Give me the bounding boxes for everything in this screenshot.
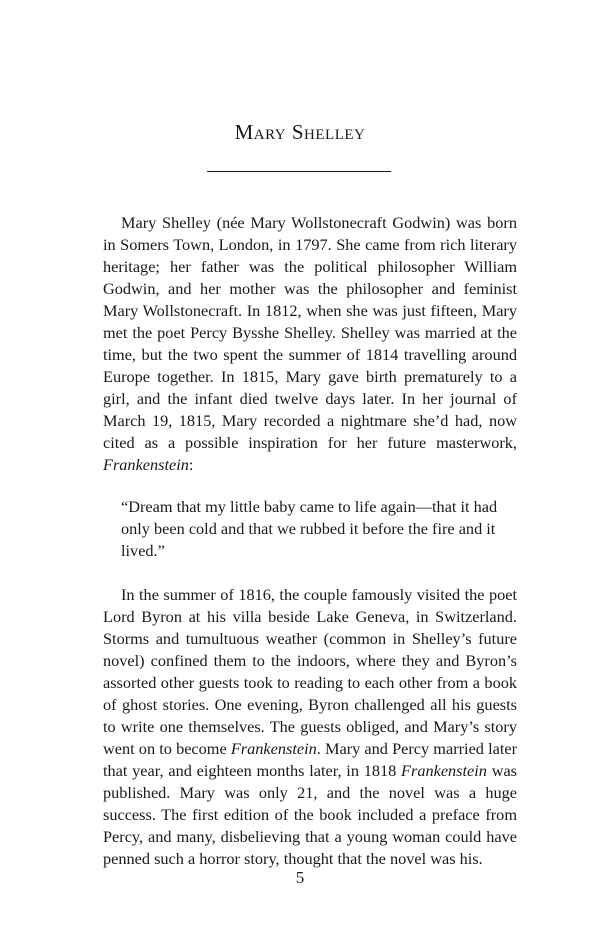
paragraph-1-end: : (188, 455, 194, 474)
book-title-italic: Frankenstein (230, 739, 317, 758)
paragraph-2-part-3: was published. Mary was only 21, and the novel was a huge success. The first edition of the book included a preface from Percy, and many, disbelieving that a young woman could have penned such a horror story, thought that the novel was his. (103, 761, 518, 868)
paragraph-2 (103, 584, 517, 870)
paragraph-1-text: Mary Shelley (née Mary Wollstonecraft Godwin) was born in Somers Town, London, in 1797. She came from rich literary heritage; her father was the political philosopher William Godwin, and her mother was the philosopher and feminist Mary Wollstonecraft. In 1812, when she was just fifteen, Mary met the poet Percy Bysshe Shelley. Shelley was married at the time, but the two spent the summer of 1814 travelling around Europe together. In 1815, Mary gave birth prematurely to a girl, and the infant died twelve days later. In her journal of March 19, 1815, Mary recorded a nightmare she’d had, now cited as a possible inspiration for her future masterwork, (103, 213, 517, 452)
book-title-italic: Frankenstein (103, 455, 189, 474)
journal-quote: “Dream that my little baby came to life again—that it had only been cold and that we rubbed it before the fire and it lived.” (121, 497, 498, 560)
chapter-title: Mary Shelley (234, 120, 366, 144)
paragraph-2-part-1: In the summer of 1816, the couple famously visited the poet Lord Byron at his villa beside Lake Geneva, in Switzerland. Storms and tumultuous weather (common in Shelley’s future novel) confined them to the indoors, where they and Byron’s assorted other guests took to reading to each other from a book of ghost stories. One evening, Byron challenged all his guests to write one themselves. The guests obliged, and Mary’s story went on to become (103, 585, 517, 758)
paragraph-2-part-2: . Mary and Percy married later that year, and eighteen months later, in 1818 (103, 739, 518, 780)
page-number: 5 (295, 868, 305, 887)
title-divider (207, 171, 391, 172)
paragraph-1 (103, 212, 517, 476)
body-text (103, 212, 517, 870)
book-title-italic: Frankenstein (401, 761, 487, 780)
